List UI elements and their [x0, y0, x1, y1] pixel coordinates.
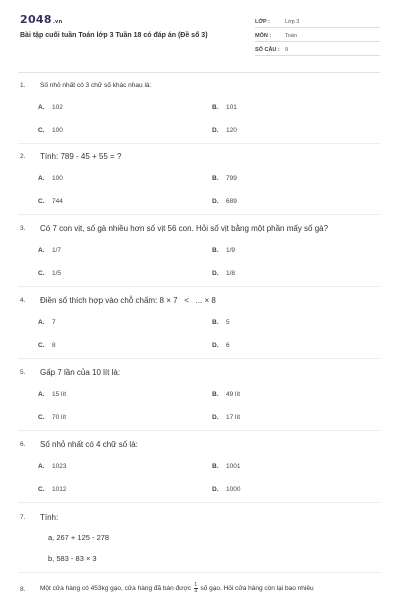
option-b[interactable]: B. 101: [212, 104, 237, 111]
question-separator: [18, 358, 380, 359]
question-separator: [18, 572, 380, 573]
sub-item-a: a, 267 + 125 - 278: [48, 533, 110, 542]
option-b[interactable]: B. 1/9: [212, 247, 236, 254]
option-c[interactable]: C. 1/5: [38, 270, 62, 277]
fraction: $\frac{1}{3}$: [194, 582, 198, 594]
option-a[interactable]: A. 1/7: [38, 247, 62, 254]
document-header: [0, 0, 400, 62]
option-a[interactable]: A. 15 lít: [38, 391, 67, 398]
option-b[interactable]: B. 799: [212, 175, 237, 182]
option-b[interactable]: B. 5: [212, 319, 230, 326]
option-d[interactable]: D. 6: [212, 342, 230, 349]
option-c[interactable]: C. 1012: [38, 486, 67, 493]
option-c[interactable]: C. 100: [38, 127, 63, 134]
sub-item-b: b, 583 - 83 × 3: [48, 554, 97, 563]
option-a[interactable]: A. 100: [38, 175, 63, 182]
option-c[interactable]: C. 8: [38, 342, 56, 349]
option-d[interactable]: D. 1/8: [212, 270, 236, 277]
option-a[interactable]: A. 102: [38, 104, 63, 111]
document-title: Bài tập cuối tuần Toán lớp 3 Tuần 18 có đáp án (Đề số 3): [20, 32, 208, 39]
question-separator: [18, 430, 380, 431]
option-b[interactable]: B. 1001: [212, 463, 241, 470]
option-b[interactable]: B. 49 lít: [212, 391, 241, 398]
option-c[interactable]: C. 744: [38, 198, 63, 205]
question-separator: [18, 286, 380, 287]
site-logo[interactable]: 2048.vn: [20, 13, 63, 26]
option-a[interactable]: A. 7: [38, 319, 56, 326]
option-d[interactable]: D. 17 lít: [212, 414, 241, 421]
question-separator: [18, 502, 380, 503]
meta-question-count: SỐ CÂU : 9: [255, 44, 380, 56]
question-separator: [18, 214, 380, 215]
question-separator: [18, 143, 380, 144]
option-d[interactable]: D. 1000: [212, 486, 241, 493]
header-divider: [18, 72, 380, 73]
option-d[interactable]: D. 689: [212, 198, 237, 205]
meta-subject: MÔN : Toán: [255, 30, 380, 42]
meta-grade: LỚP : Lớp 3: [255, 16, 380, 28]
option-c[interactable]: C. 70 lít: [38, 414, 67, 421]
option-d[interactable]: D. 120: [212, 127, 237, 134]
option-a[interactable]: A. 1023: [38, 463, 67, 470]
